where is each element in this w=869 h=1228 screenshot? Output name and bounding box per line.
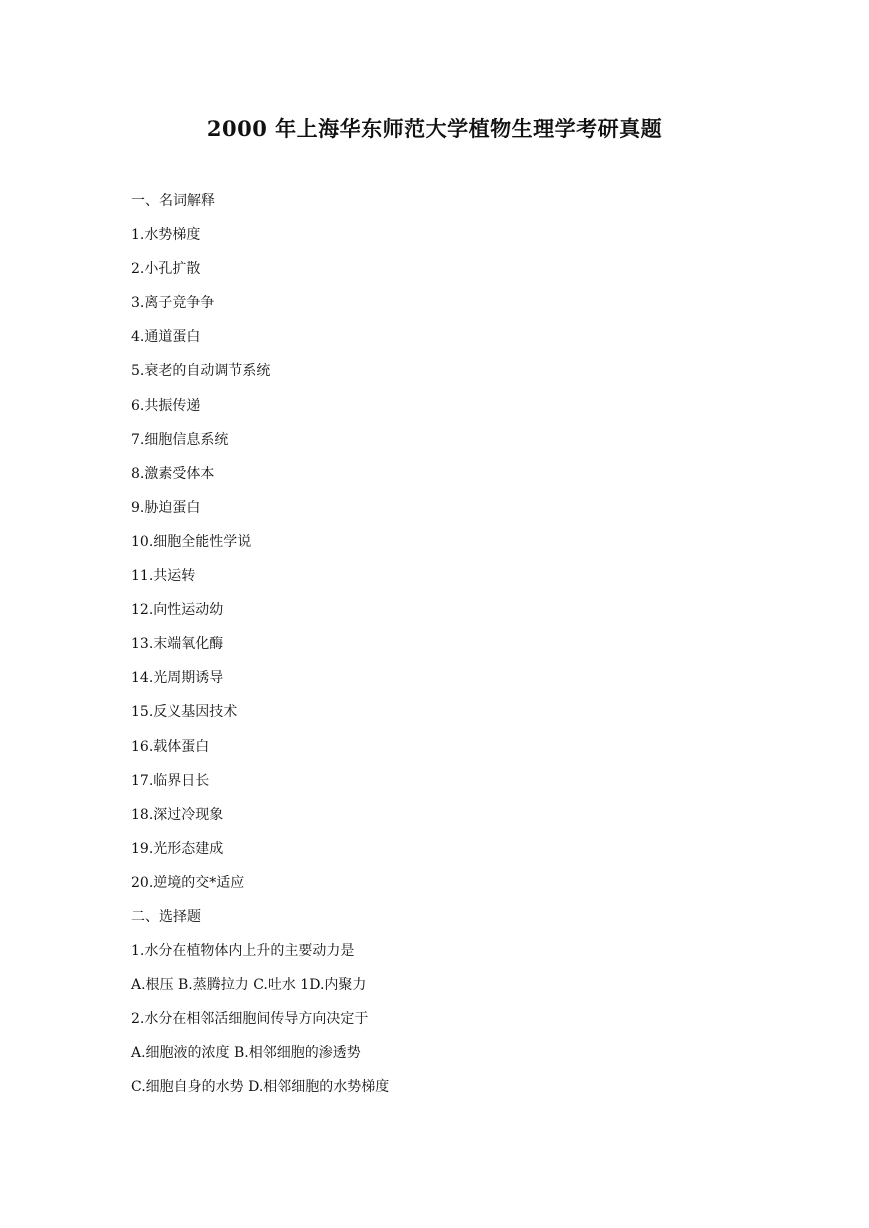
term-item: 15.反义基因技术 [131, 704, 238, 721]
section-heading-multiple-choice: 二、选择题 [131, 908, 201, 925]
term-item: 9.胁迫蛋白 [131, 499, 201, 516]
term-item: 6.共振传递 [131, 397, 201, 414]
term-item: 16.载体蛋白 [131, 738, 210, 755]
term-item: 11.共运转 [131, 568, 196, 585]
term-item: 14.光周期诱导 [131, 670, 224, 687]
term-item: 10.细胞全能性学说 [131, 533, 252, 550]
term-item: 1.水势梯度 [131, 227, 201, 244]
document-body [131, 190, 751, 1111]
term-item: 17.临界日长 [131, 772, 210, 789]
question-text: 1.水分在植物体内上升的主要动力是 [131, 943, 355, 960]
term-item: 18.深过冷现象 [131, 806, 224, 823]
term-item: 5.衰老的自动调节系统 [131, 363, 271, 380]
term-item: 8.激素受体本 [131, 465, 215, 482]
question-options: A.根压 B.蒸腾拉力 C.吐水 1D.内聚力 [131, 977, 367, 994]
page-title: 2000 年上海华东师范大学植物生理学考研真题 [206, 116, 663, 141]
term-item: 3.离子竞争争 [131, 295, 215, 312]
section-heading-definitions: 一、名词解释 [131, 193, 215, 209]
term-item: 4.通道蛋白 [131, 329, 201, 346]
term-item: 12.向性运动幼 [131, 602, 224, 619]
term-item: 20.逆境的交*适应 [131, 874, 245, 891]
term-item: 19.光形态建成 [131, 840, 224, 857]
term-item: 7.细胞信息系统 [131, 431, 229, 448]
question-options: C.细胞自身的水势 D.相邻细胞的水势梯度 [131, 1079, 390, 1096]
question-text: 2.水分在相邻活细胞间传导方向决定于 [131, 1011, 369, 1028]
term-item: 2.小孔扩散 [131, 261, 201, 278]
term-item: 13.末端氧化酶 [131, 636, 224, 653]
question-options: A.细胞液的浓度 B.相邻细胞的渗透势 [131, 1045, 361, 1062]
